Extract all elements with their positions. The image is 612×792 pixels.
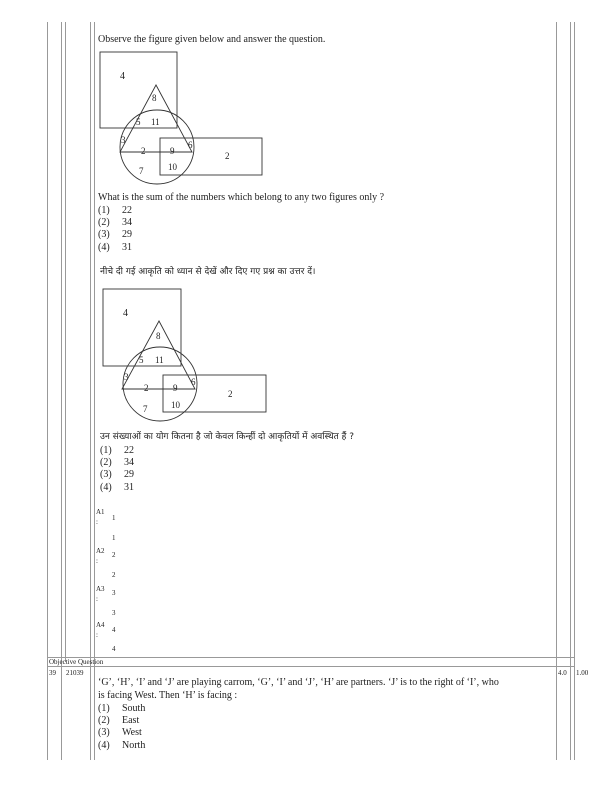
option-2[interactable]: (2) East — [98, 715, 140, 727]
fig-label: 11 — [151, 117, 160, 127]
options-hi — [100, 445, 134, 494]
answer-sub: 2 — [112, 571, 116, 579]
answer-label: A2 — [96, 547, 105, 555]
fig-label: 9 — [173, 383, 178, 393]
fig-label: 3 — [124, 372, 129, 382]
fig-label: 11 — [155, 355, 164, 365]
option-3[interactable]: (3) 29 — [100, 469, 134, 481]
fig-label: 5 — [139, 355, 144, 365]
instruction-en: Observe the figure given below and answer the question. — [98, 34, 326, 45]
answer-colon: : — [96, 518, 98, 526]
fig-label: 10 — [171, 400, 180, 410]
option-1[interactable]: (1) South — [98, 703, 146, 714]
fig-label: 2 — [144, 383, 149, 393]
answer-label: A1 — [96, 508, 105, 516]
answer-value: 1 — [112, 514, 116, 522]
answer-colon: : — [96, 557, 98, 565]
fig-label: 7 — [139, 166, 144, 176]
answer-label: A4 — [96, 621, 105, 629]
option-3[interactable]: (3) 29 — [98, 229, 132, 241]
section-label: Objective Question — [49, 658, 104, 666]
fig-label: 2 — [225, 151, 230, 161]
instruction-hi: नीचे दी गई आकृति को ध्यान से देखें और दिए गए प्रश्न का उत्तर दें। — [100, 267, 316, 277]
marks: 4.0 — [558, 669, 567, 677]
option-2[interactable]: (2) 34 — [98, 217, 132, 229]
question-number: 39 — [49, 669, 56, 677]
fig-label: 2 — [141, 146, 146, 156]
answer-sub: 3 — [112, 609, 116, 617]
answer-value: 3 — [112, 589, 116, 597]
option-4[interactable]: (4) 31 — [100, 481, 134, 493]
fig-label: 8 — [156, 331, 161, 341]
fig-label: 8 — [152, 93, 157, 103]
option-4[interactable]: (4) 31 — [98, 241, 132, 253]
question-id: 21039 — [66, 669, 84, 677]
option-3[interactable]: (3) West — [98, 727, 142, 739]
fig-label: 6 — [191, 377, 196, 387]
fig-label: 3 — [121, 135, 126, 145]
question-text-hi: उन संख्याओं का योग कितना है जो केवल किन्हीं दो आकृतियों में अवस्थित हैं ? — [100, 432, 355, 442]
option-4[interactable]: (4) North — [98, 739, 146, 751]
answer-value: 2 — [112, 551, 116, 559]
fig-label: 4 — [123, 308, 128, 319]
fig-label: 6 — [188, 140, 193, 150]
fig-label: 7 — [143, 404, 148, 414]
options-q39 — [98, 703, 145, 752]
fig-label: 2 — [228, 389, 233, 399]
question-39-line1: ‘G’, ‘H’, ‘I’ and ‘J’ are playing carrom, ‘G’, ‘I’ and ‘J’, ‘H’ are partners. ‘J’ is to the right of ‘I’, who — [98, 677, 499, 688]
fig-label: 9 — [170, 146, 175, 156]
negative-marks: 1.00 — [576, 669, 589, 677]
answer-sub: 1 — [112, 534, 116, 542]
answer-colon: : — [96, 631, 98, 639]
answer-label: A3 — [96, 585, 105, 593]
question-text-en: What is the sum of the numbers which belong to any two figures only ? — [98, 192, 385, 203]
answer-value: 4 — [112, 626, 116, 634]
fig-label: 5 — [136, 117, 141, 127]
fig-label: 10 — [168, 162, 177, 172]
option-1[interactable]: (1) 22 — [98, 205, 132, 216]
question-39-line2: is facing West. Then ‘H’ is facing : — [98, 690, 238, 701]
answer-colon: : — [96, 595, 98, 603]
fig-label: 4 — [120, 71, 125, 82]
answer-sub: 4 — [112, 645, 116, 653]
option-1[interactable]: (1) 22 — [100, 445, 134, 456]
option-2[interactable]: (2) 34 — [100, 457, 134, 469]
